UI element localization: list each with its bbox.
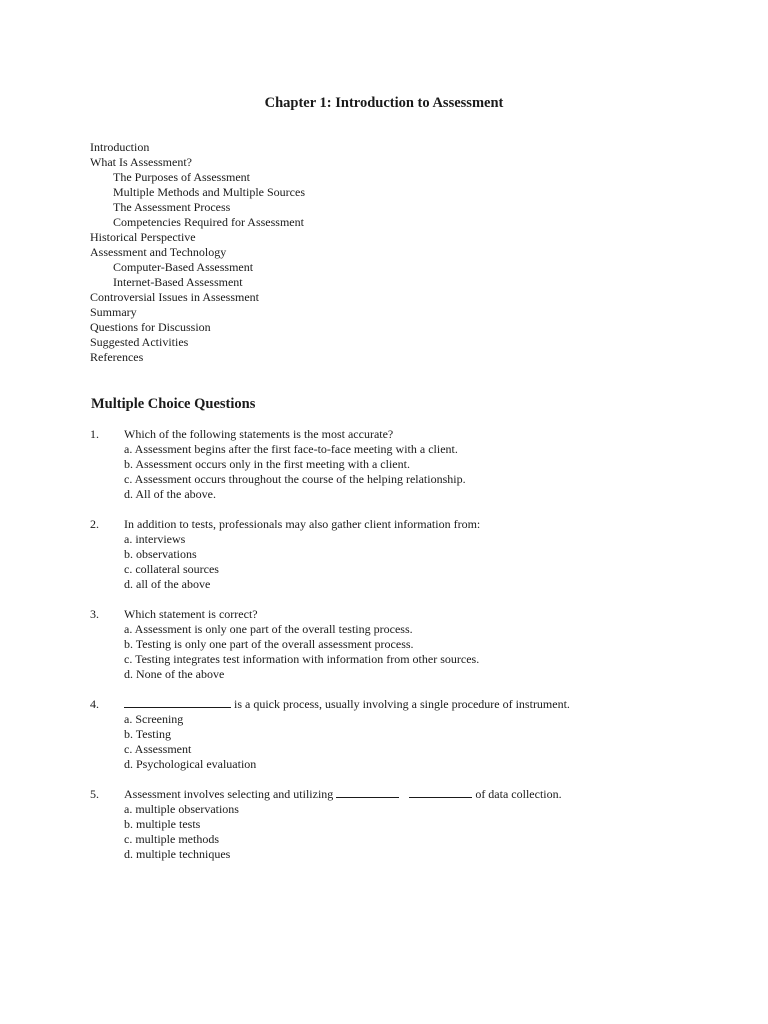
section-heading: Multiple Choice Questions (91, 396, 256, 412)
answer-blank (409, 787, 472, 798)
chapter-title: Chapter 1: Introduction to Assessment (264, 95, 504, 111)
question-number: 5. (90, 787, 99, 801)
answer-option: d. None of the above (124, 667, 225, 681)
answer-blank (124, 697, 231, 708)
answer-option: b. multiple tests (124, 817, 201, 831)
outline-subitem: The Assessment Process (113, 200, 231, 214)
answer-option: c. multiple methods (124, 832, 219, 846)
question-number: 3. (90, 607, 99, 621)
question-stem (90, 427, 710, 442)
answer-option: a. interviews (124, 532, 186, 546)
answer-option: d. Psychological evaluation (124, 757, 257, 771)
question-text-after-blank: is a quick process, usually involving a single procedure of instrument. (234, 697, 570, 711)
answer-option: d. All of the above. (124, 487, 216, 501)
outline-item: Suggested Activities (90, 335, 189, 349)
question-stem (90, 607, 710, 622)
answer-option: b. Testing is only one part of the overall assessment process. (124, 637, 414, 651)
answer-option: b. observations (124, 547, 197, 561)
answer-option: c. Testing integrates test information with information from other sources. (124, 652, 480, 666)
question-number: 2. (90, 517, 99, 531)
answer-option: c. Assessment (124, 742, 192, 756)
answer-option: b. Testing (124, 727, 171, 741)
answer-option: c. collateral sources (124, 562, 219, 576)
question-3 (90, 607, 710, 682)
outline-item: Controversial Issues in Assessment (90, 290, 259, 304)
question-2 (90, 517, 710, 592)
outline-subitem: Competencies Required for Assessment (113, 215, 304, 229)
outline-subitem: The Purposes of Assessment (113, 170, 250, 184)
answer-option: a. multiple observations (124, 802, 239, 816)
question-stem (90, 697, 710, 712)
answer-option: a. Screening (124, 712, 184, 726)
outline-item: References (90, 350, 144, 364)
question-text-after-blanks: of data collection. (475, 787, 562, 801)
outline-item: Historical Perspective (90, 230, 196, 244)
answer-option: a. Assessment begins after the first face-to-face meeting with a client. (124, 442, 458, 456)
answer-option: d. all of the above (124, 577, 211, 591)
outline-subitem: Internet-Based Assessment (113, 275, 243, 289)
question-1 (90, 427, 710, 502)
answer-option: c. Assessment occurs throughout the course of the helping relationship. (124, 472, 466, 486)
question-text: In addition to tests, professionals may also gather client information from: (124, 517, 481, 531)
outline-item: Introduction (90, 140, 150, 154)
question-text (124, 787, 562, 802)
question-text: Which of the following statements is the most accurate? (124, 427, 394, 441)
answer-blank (336, 787, 399, 798)
outline-item: What Is Assessment? (90, 155, 192, 169)
outline-item: Assessment and Technology (90, 245, 227, 259)
question-text-before-blanks: Assessment involves selecting and utilizing (124, 787, 334, 801)
answer-option: b. Assessment occurs only in the first meeting with a client. (124, 457, 410, 471)
question-list (90, 427, 710, 877)
question-text: Which statement is correct? (124, 607, 258, 621)
question-number: 4. (90, 697, 99, 711)
chapter-outline (90, 140, 690, 365)
outline-item: Questions for Discussion (90, 320, 211, 334)
answer-option: d. multiple techniques (124, 847, 231, 861)
question-stem (90, 787, 710, 802)
outline-subitem: Computer-Based Assessment (113, 260, 254, 274)
question-number: 1. (90, 427, 99, 441)
answer-option: a. Assessment is only one part of the overall testing process. (124, 622, 413, 636)
outline-item: Summary (90, 305, 137, 319)
question-5 (90, 787, 710, 862)
question-stem (90, 517, 710, 532)
outline-subitem: Multiple Methods and Multiple Sources (113, 185, 305, 199)
question-4 (90, 697, 710, 772)
question-text (124, 697, 570, 712)
